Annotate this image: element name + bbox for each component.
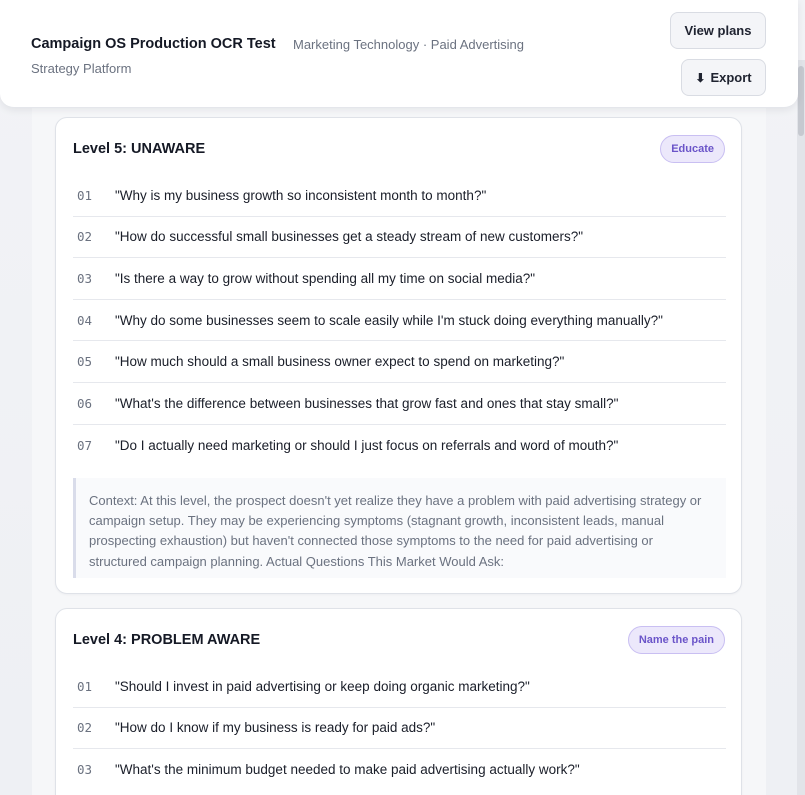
question-text: "What's the minimum budget needed to make paid advertising actually work?": [115, 762, 580, 778]
question-number: 02: [77, 229, 93, 245]
question-text: "Is there a way to grow without spending all my time on social media?": [115, 270, 536, 286]
export-button[interactable]: [681, 59, 766, 96]
question-list: [73, 175, 726, 466]
page-header: [0, 0, 798, 108]
question-row: [73, 217, 726, 259]
question-row: [73, 175, 726, 217]
level-badge: Name the pain: [628, 626, 725, 654]
question-text: "What's the difference between businesses that grow fast and ones that stay small?": [115, 395, 619, 411]
context-note: Context: At this level, the prospect doesn't yet realize they have a problem with paid advertising strategy or campaign setup. They may be experiencing symptoms (stagnant growth, inconsistent leads, manual prospecting exhaustion) but haven't connected those symptoms to the need for paid advertising or structured campaign planning. Actual Questions This Market Would Ask:: [73, 478, 726, 578]
question-number: 02: [77, 720, 93, 736]
level-title: Level 5: UNAWARE: [73, 141, 206, 157]
question-text: "Should I invest in paid advertising or keep doing organic marketing?": [115, 678, 530, 694]
question-number: 01: [77, 187, 93, 203]
scrollbar-track[interactable]: [797, 60, 805, 795]
question-number: 04: [77, 312, 93, 328]
question-number: 03: [77, 270, 93, 286]
question-text: "How much should a small business owner expect to spend on marketing?": [115, 354, 565, 370]
question-number: 03: [77, 762, 93, 778]
question-number: 01: [77, 678, 93, 694]
question-text: "Why is my business growth so inconsistent month to month?": [115, 187, 487, 203]
question-row: [73, 341, 726, 383]
level-card-problem-aware: [55, 608, 742, 795]
question-number: 07: [77, 437, 93, 453]
download-icon: ⬇: [695, 70, 706, 85]
question-row: [73, 300, 726, 342]
level-title: Level 4: PROBLEM AWARE: [73, 632, 261, 648]
view-plans-label: View plans: [684, 23, 752, 38]
question-text: "How do successful small businesses get a steady stream of new customers?": [115, 229, 584, 245]
level-card-unaware: [55, 117, 742, 594]
question-number: 05: [77, 354, 93, 370]
question-row: [73, 708, 726, 750]
question-number: 06: [77, 395, 93, 411]
page-title: Campaign OS Production OCR Test: [31, 36, 276, 52]
question-row: [73, 425, 726, 467]
view-plans-button[interactable]: [670, 12, 766, 49]
question-text: "Why do some businesses seem to scale easily while I'm stuck doing everything manually?": [115, 312, 663, 328]
question-row: [73, 258, 726, 300]
question-text: "Do I actually need marketing or should I just focus on referrals and word of mouth?": [115, 437, 619, 453]
question-row: [73, 666, 726, 708]
export-label: Export: [710, 70, 752, 85]
question-text: "How do I know if my business is ready for paid ads?": [115, 720, 436, 736]
question-row: [73, 383, 726, 425]
page-category-continued: Strategy Platform: [31, 61, 132, 76]
level-badge: Educate: [660, 135, 725, 163]
question-row: [73, 749, 726, 791]
page-category: Marketing Technology · Paid Advertising: [293, 37, 524, 52]
scrollbar-thumb[interactable]: [798, 66, 804, 136]
question-list: [73, 666, 726, 791]
